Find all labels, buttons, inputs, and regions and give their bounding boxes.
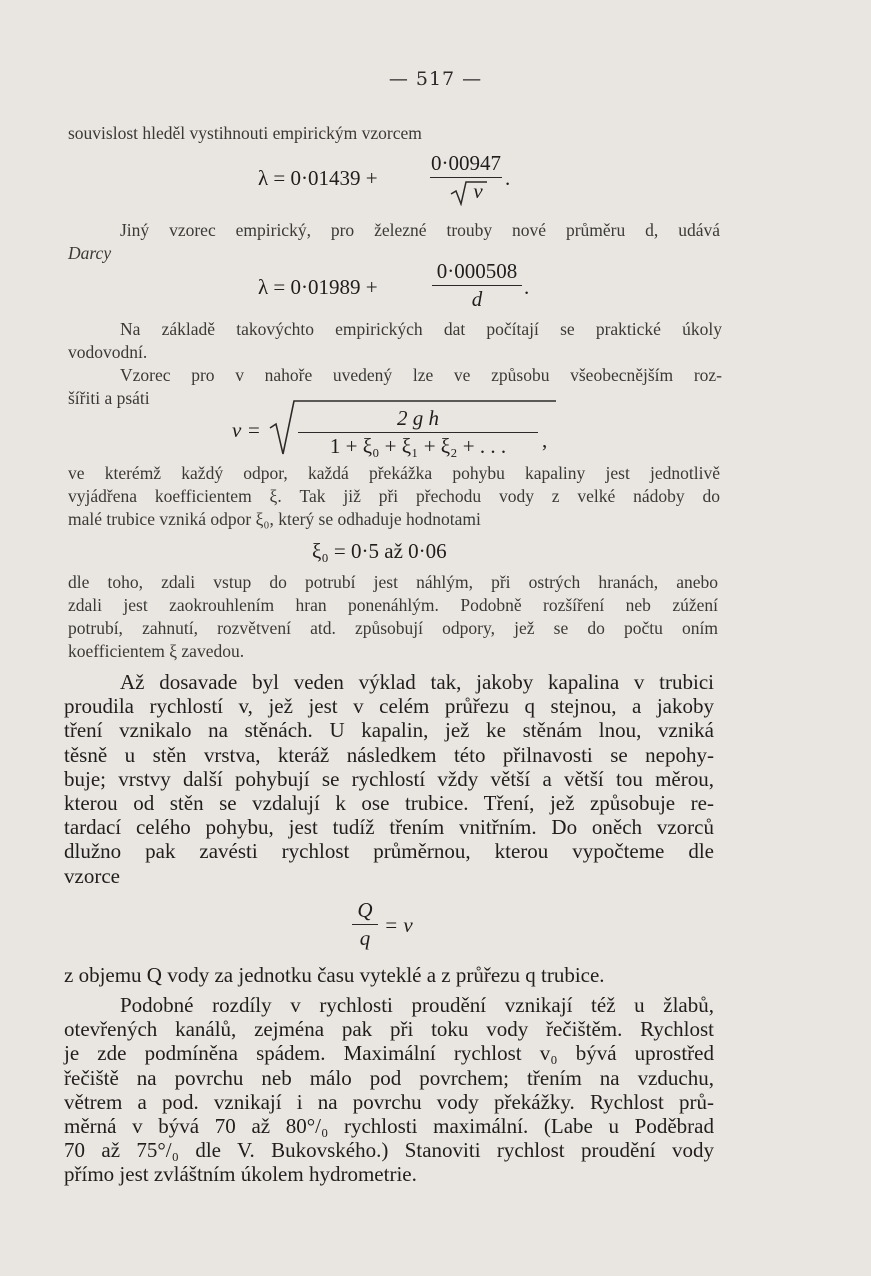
text-line: vodovodní. <box>68 342 148 362</box>
eq3-fraction-bar <box>298 432 538 433</box>
text-line: Až dosavade byl veden výklad tak, jakoby kapalina v trubici <box>120 670 714 694</box>
text-line: ve kterémž každý odpor, každá překážka pohybu kapaliny jest jednotlivě <box>68 463 720 483</box>
text-line: tření vznikalo na stěnách. U kapalin, jež ke stěnám lnou, vzniká <box>64 718 714 743</box>
eq1-fraction <box>430 151 502 206</box>
text-line: dle toho, zdali vstup do potrubí jest náhlým, při ostrých hranách, anebo <box>68 572 718 592</box>
text-line: kterou od stěn se vzdalují k ose trubice. Tření, jež způsobuje re- <box>64 790 714 815</box>
text-line: těsně u stěn vrstva, kteráž následkem této přilnavosti se nepohy- <box>64 742 714 767</box>
eq3-fraction <box>298 406 538 459</box>
eq2-end: . <box>524 275 530 299</box>
eq2-lhs: λ = 0·01989 + <box>258 275 378 299</box>
eq1-denominator: v <box>430 179 502 206</box>
eq3-denominator: 1 + ξ₀ + ξ₁ + ξ₂ + . . . <box>329 434 507 458</box>
text-line: vzorce <box>64 863 120 888</box>
text-line: 70 až 75°/₀ dle V. Bukovského.) Stanoviti rychlost proudění vody <box>64 1138 714 1163</box>
eq2-fraction-bar <box>432 285 522 286</box>
text-line: Vzorec pro v nahoře uvedený lze ve způsobu všeobecnějším roz- <box>120 365 722 385</box>
text-line: proudila rychlostí v, jež jest v celém průřezu q stejnou, a jakoby <box>64 694 714 719</box>
eq3-lhs: v = <box>232 418 261 442</box>
text-line: buje; vrstvy další pohybují se rychlostí vždy větší a větší tou měrou, <box>64 766 714 791</box>
page-number: — 517 — <box>388 68 483 90</box>
text-line: Na základě takovýchto empirických dat počítají se praktické úkoly <box>120 319 722 339</box>
paragraph-darcy <box>68 219 720 265</box>
eq1-lhs: λ = 0·01439 + <box>258 166 378 190</box>
eq5-denominator: q <box>359 926 371 950</box>
text-line: potrubí, zahnutí, rozvětvení atd. způsobují odpory, jež se do počtu oním <box>68 618 718 638</box>
eq1-fraction-bar <box>430 177 502 178</box>
text-line: přímo jest zvláštním úkolem hydrometrie. <box>64 1162 417 1187</box>
eq2-numerator: 0·000508 <box>436 259 518 283</box>
eq5-rhs: = v <box>384 913 413 937</box>
text-line: šířiti a psáti <box>68 388 150 408</box>
eq1-end: . <box>505 166 511 190</box>
sqrt-sign-icon <box>449 180 489 206</box>
paragraph-inlet <box>68 571 718 663</box>
text-line: Darcy <box>68 243 112 263</box>
eq5-fraction <box>352 898 378 951</box>
paragraph-channels <box>64 993 714 1187</box>
eq5-numerator: Q <box>357 898 373 922</box>
eq2-fraction <box>432 259 522 312</box>
text-line: Podobné rozdíly v rychlosti proudění vznikají též u žlabů, <box>120 993 714 1017</box>
paragraph-practical <box>68 318 722 364</box>
text-line: otevřených kanálů, zejména pak při toku vody řečištěm. Rychlost <box>64 1017 714 1042</box>
paragraph-intro: souvislost hleděl vystihnouti empirickým vzorcem <box>68 123 422 143</box>
eq2-denominator: d <box>471 287 483 311</box>
eq3-numerator: 2 g h <box>397 406 439 430</box>
text-line: měrná v bývá 70 až 80°/₀ rychlosti maximální. (Labe u Poděbrad <box>64 1113 714 1138</box>
text-line: dlužno pak zavésti rychlost průměrnou, kterou vypočteme dle <box>64 839 714 864</box>
paragraph-flow: z objemu Q vody za jednotku času vyteklé a z průřezu q trubice. <box>64 963 605 987</box>
text-line: koefficientem ξ zavedou. <box>68 641 245 661</box>
paragraph-velocity-profile <box>64 670 714 888</box>
text-line: Jiný vzorec empirický, pro železné trouby nové průměru d, udává <box>120 220 720 240</box>
text-line: vyjádřena koefficientem ξ. Tak již při přechodu vody z velké nádoby do <box>68 486 720 506</box>
text-line: tardací celého pohybu, jest tudíž třením vnitřním. Do oněch vzorců <box>64 815 714 840</box>
text-line: řečiště na povrchu neb málo pod povrchem; třením na vzduchu, <box>64 1065 714 1090</box>
text-line: je zde podmíněna spádem. Maximální rychlost v₀ bývá uprostřed <box>64 1041 714 1066</box>
paragraph-resistance <box>68 462 720 531</box>
text-line: větrem a pod. vznikají i na povrchu vody překážky. Rychlost prů- <box>64 1089 714 1114</box>
eq5-fraction-bar <box>352 924 378 925</box>
eq1-numerator: 0·00947 <box>431 151 501 175</box>
eq3-end: , <box>542 428 548 452</box>
text-line: malé trubice vzniká odpor ξ₀, který se odhaduje hodnotami <box>68 509 481 529</box>
equation-xi-zero: ξ₀ = 0·5 až 0·06 <box>312 539 447 563</box>
text-line: zdali jest zaokrouhlením hran ponenáhlým. Podobně rozšíření neb zúžení <box>68 595 718 615</box>
